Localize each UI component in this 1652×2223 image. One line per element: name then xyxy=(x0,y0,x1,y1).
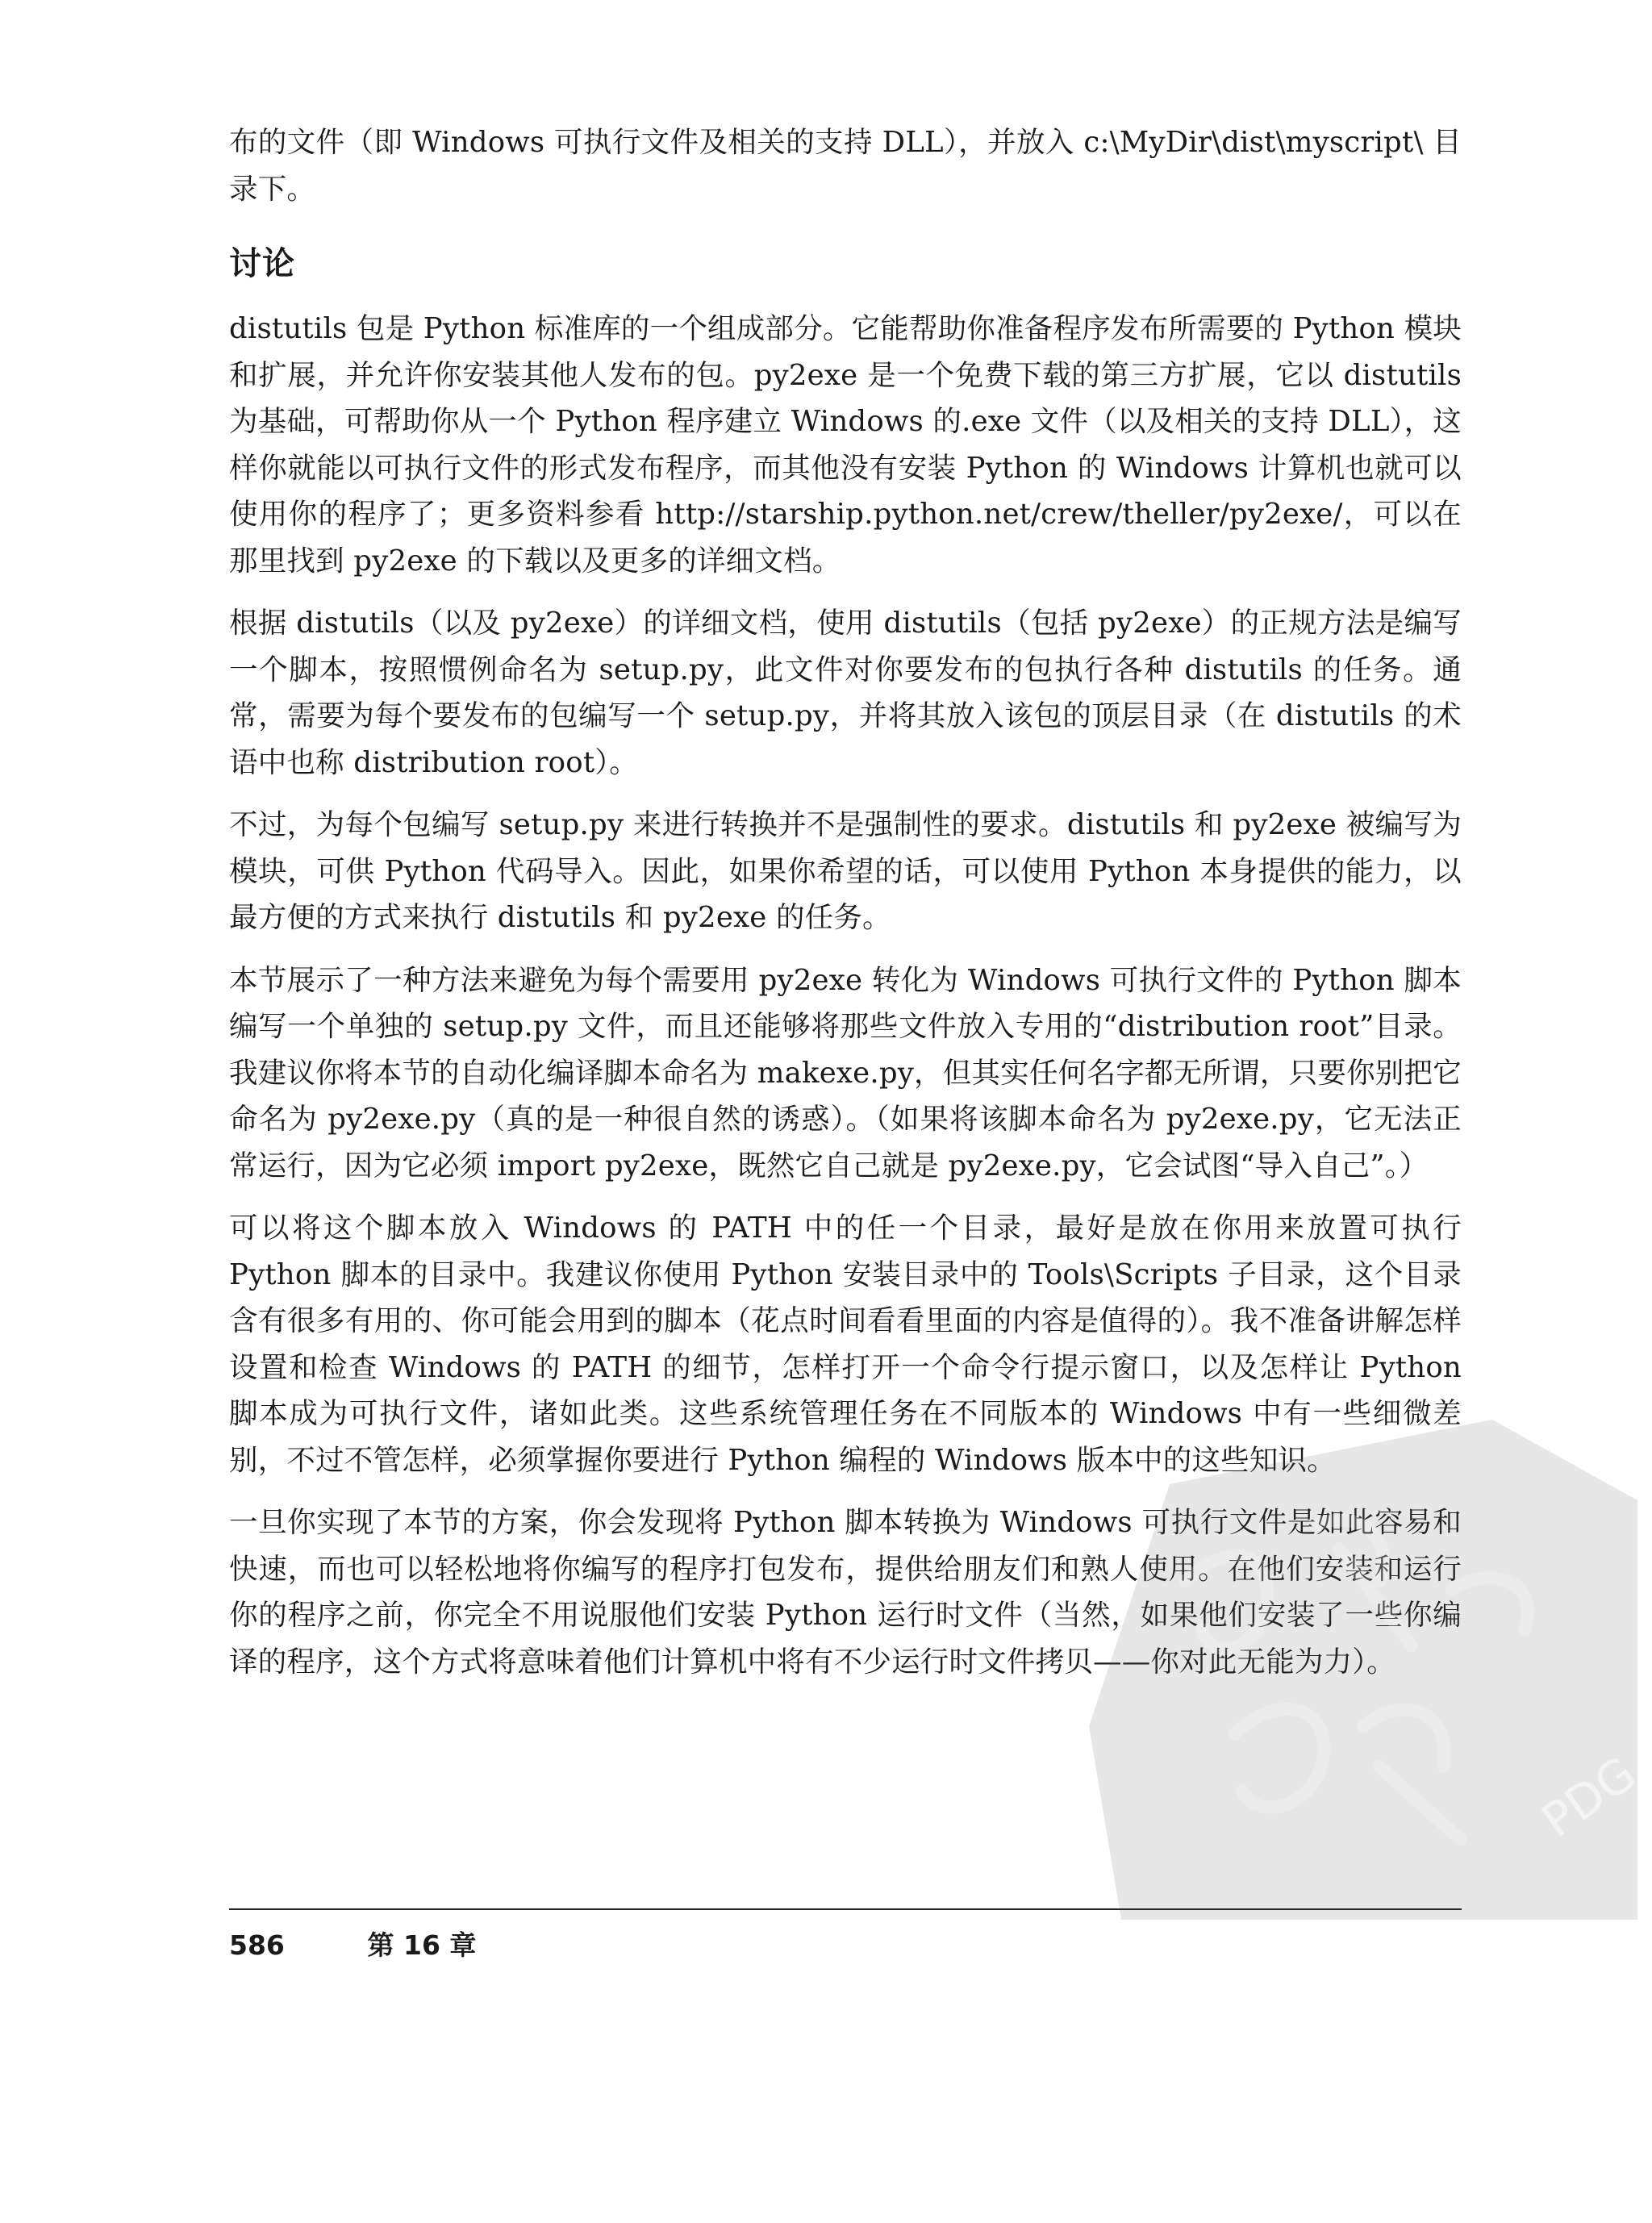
page-content xyxy=(229,119,1462,1701)
page-footer xyxy=(229,1928,1462,1963)
body-paragraph: 不过，为每个包编写 setup.py 来进行转换并不是强制性的要求。distutils 和 py2exe 被编写为模块，可供 Python 代码导入。因此，如果你希望的话，可以使用 Python 本身提供的能力，以最方便的方式来执行 distutils 和 py2exe 的任务。 xyxy=(229,808,1462,934)
section-heading: 讨论 xyxy=(229,245,295,282)
watermark-label: PDG xyxy=(1532,1745,1646,1849)
page-number: 586 xyxy=(229,1929,285,1961)
chapter-label: 第 16 章 xyxy=(367,1929,477,1961)
footer-divider xyxy=(229,1908,1462,1910)
continued-paragraph: 布的文件（即 Windows 可执行文件及相关的支持 DLL），并放入 c:\MyDir\dist\myscript\ 目录下。 xyxy=(229,126,1462,206)
body-paragraph: 一旦你实现了本节的方案，你会发现将 Python 脚本转换为 Windows 可执行文件是如此容易和快速，而也可以轻松地将你编写的程序打包发布，提供给朋友们和熟人使用。在他们安装和运行你的程序之前，你完全不用说服他们安装 Python 运行时文件（当然，如果他们安装了一些你编译的程序，这个方式将意味着他们计算机中将有不少运行时文件拷贝——你对此无能为力）。 xyxy=(229,1506,1462,1679)
body-paragraph: distutils 包是 Python 标准库的一个组成部分。它能帮助你准备程序发布所需要的 Python 模块和扩展，并允许你安装其他人发布的包。py2exe 是一个免费下载的第三方扩展，它以 distutils 为基础，可帮助你从一个 Python 程序建立 Windows 的.exe 文件（以及相关的支持 DLL），这样你就能以可执行文件的形式发布程序，而其他没有安装 Python 的 Windows 计算机也就可以使用你的程序了；更多资料参看 http://starship.python.net/crew/theller/py2exe/，可以在那里找到 py2exe 的下载以及更多的详细文档。 xyxy=(229,312,1462,578)
body-paragraph: 根据 distutils（以及 py2exe）的详细文档，使用 distutils（包括 py2exe）的正规方法是编写一个脚本，按照惯例命名为 setup.py，此文件对你要发布的包执行各种 distutils 的任务。通常，需要为每个要发布的包编写一个 setup.py，并将其放入该包的顶层目录（在 distutils 的术语中也称 distribution root）。 xyxy=(229,607,1462,779)
body-paragraph: 可以将这个脚本放入 Windows 的 PATH 中的任一个目录，最好是放在你用来放置可执行 Python 脚本的目录中。我建议你使用 Python 安装目录中的 Tools\Scripts 子目录，这个目录含有很多有用的、你可能会用到的脚本（花点时间看看里面的内容是值得的）。我不准备讲解怎样设置和检查 Windows 的 PATH 的细节，怎样打开一个命令行提示窗口，以及怎样让 Python 脚本成为可执行文件，诸如此类。这些系统管理任务在不同版本的 Windows 中有一些细微差别，不过不管怎样，必须掌握你要进行 Python 编程的 Windows 版本中的这些知识。 xyxy=(229,1212,1462,1477)
body-paragraph: 本节展示了一种方法来避免为每个需要用 py2exe 转化为 Windows 可执行文件的 Python 脚本编写一个单独的 setup.py 文件，而且还能够将那些文件放入专用的“distribution root”目录。我建议你将本节的自动化编译脚本命名为 makexe.py，但其实任何名字都无所谓，只要你别把它命名为 py2exe.py（真的是一种很自然的诱惑）。（如果将该脚本命名为 py2exe.py，它无法正常运行，因为它必须 import py2exe，既然它自己就是 py2exe.py，它会试图“导入自己”。） xyxy=(229,963,1462,1182)
